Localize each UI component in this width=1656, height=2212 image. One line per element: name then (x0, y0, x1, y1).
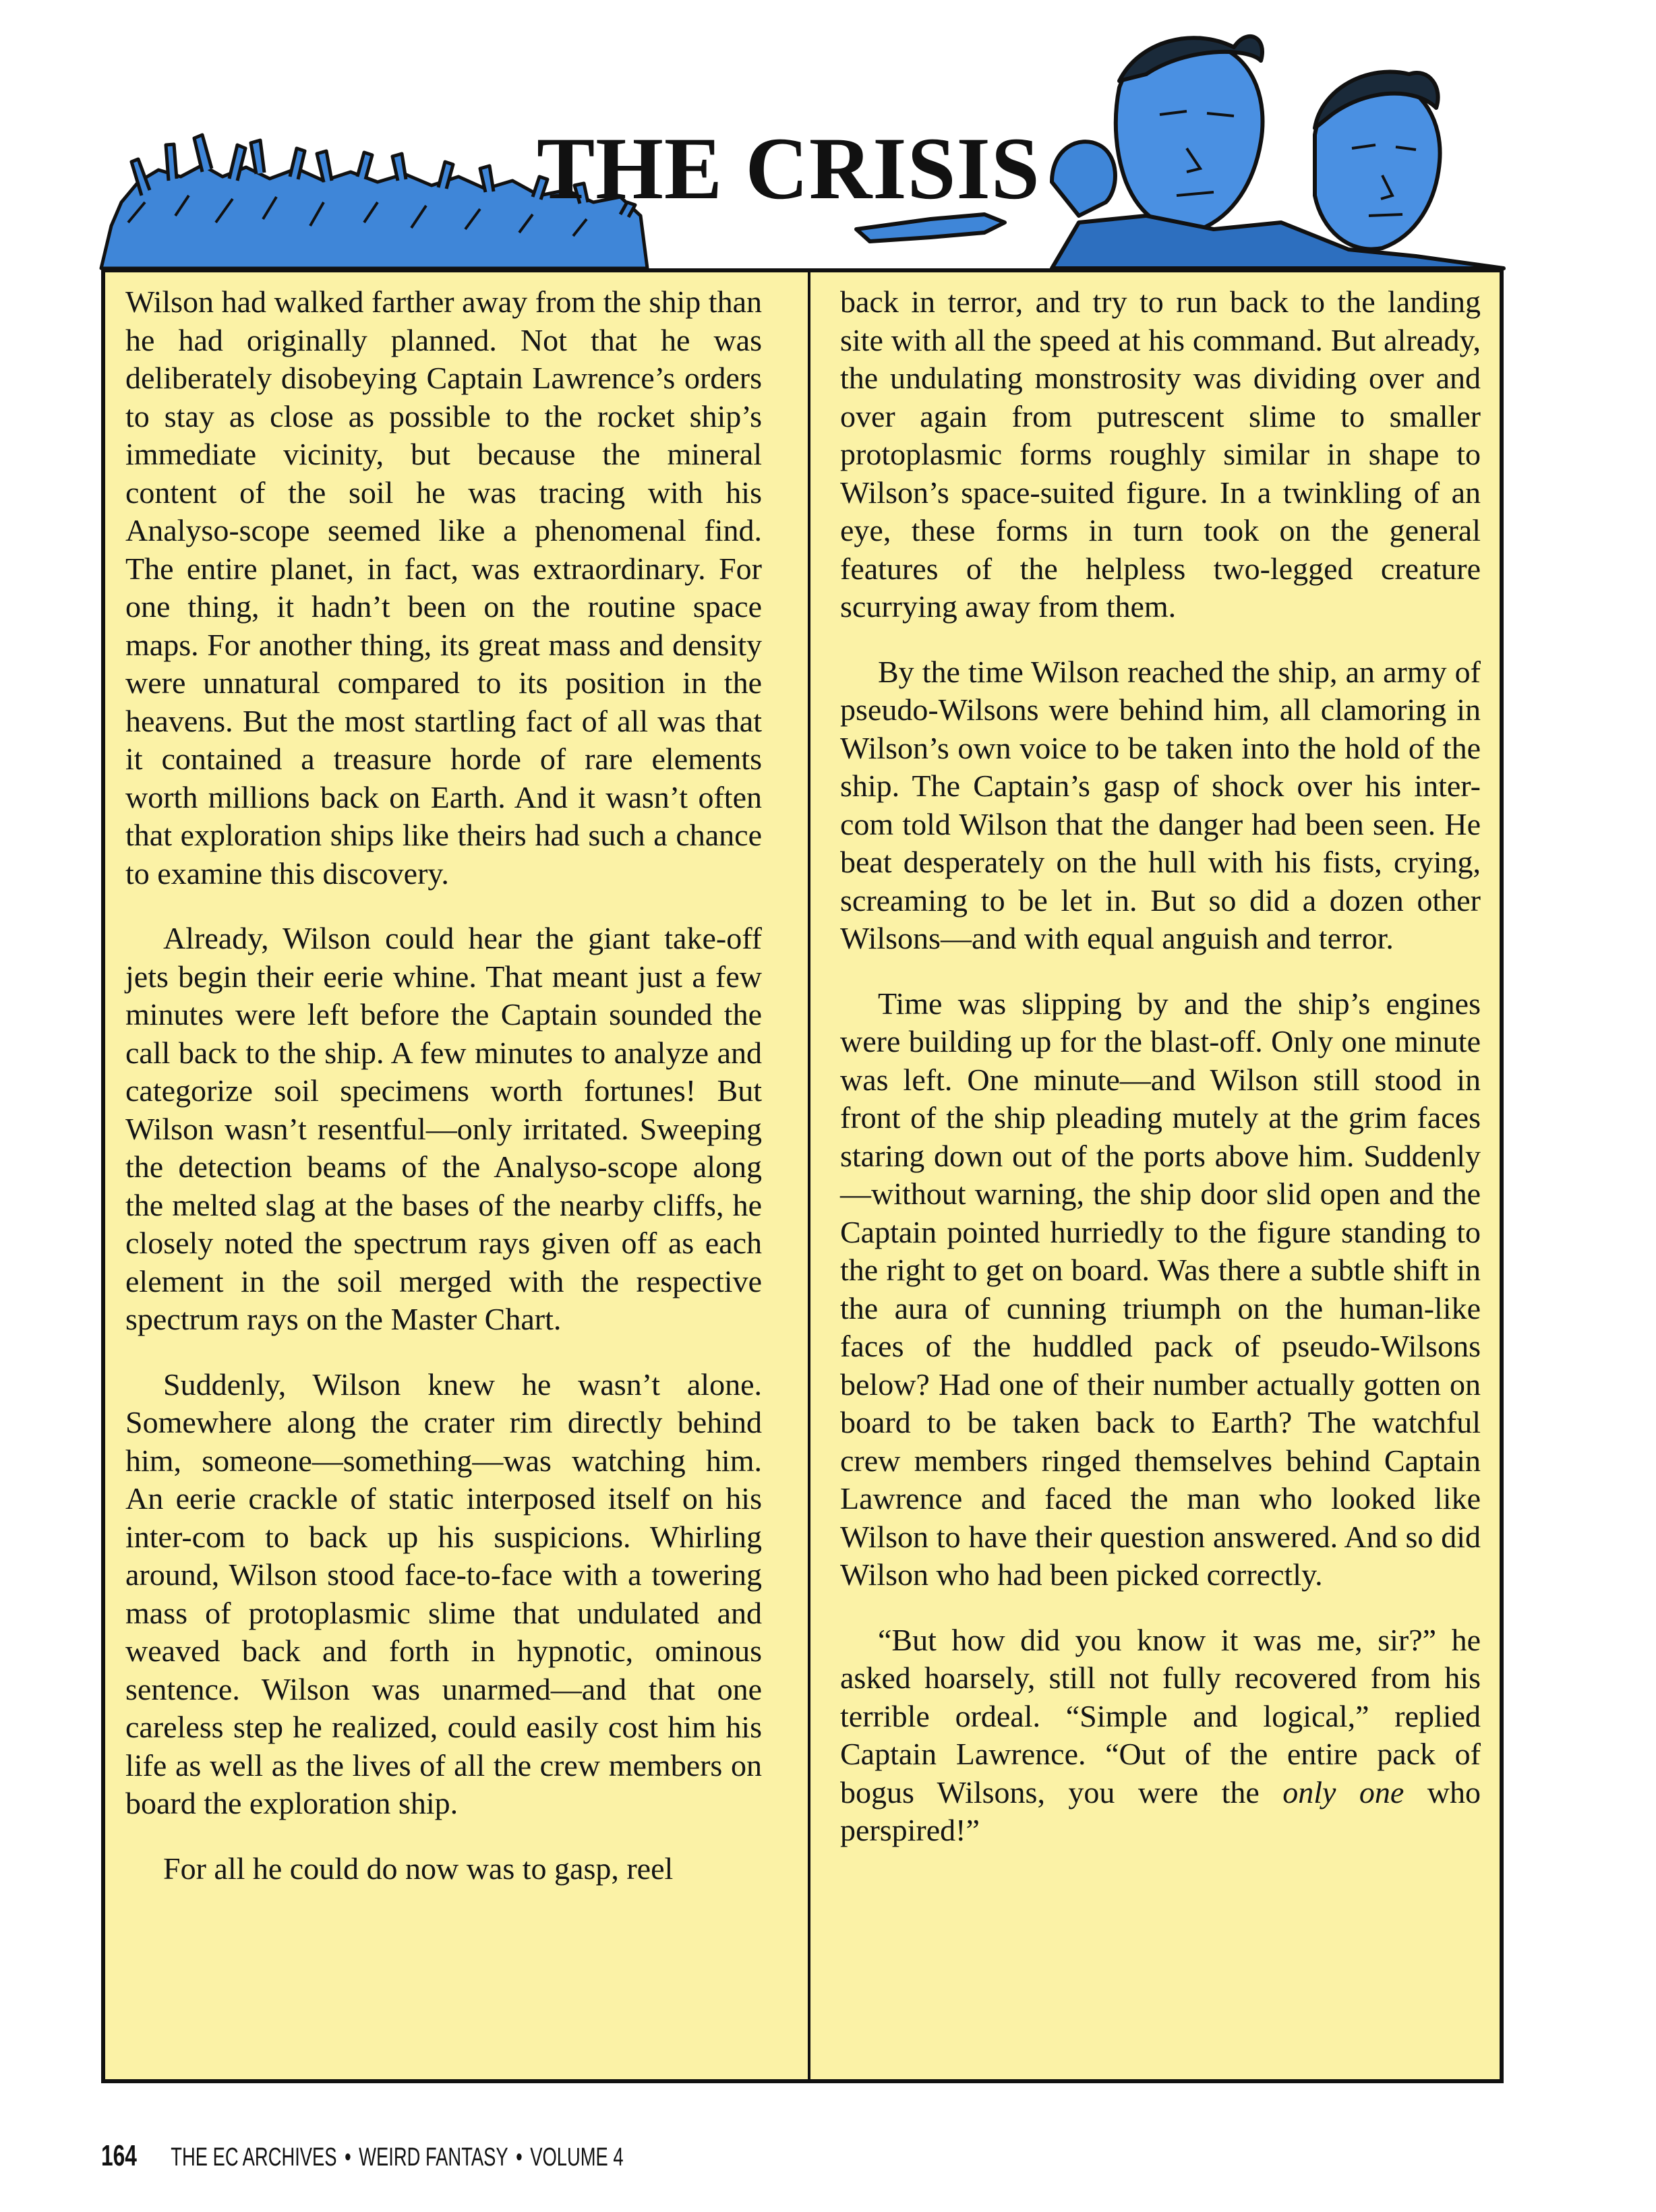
paragraph-final (840, 1621, 1481, 1850)
page-number: 164 (101, 2139, 137, 2172)
paragraph: By the time Wilson reached the ship, an army of pseudo-Wilsons were behind him, all clamoring in Wilson’s own voice to be taken into the hold of the ship. The Captain’s gasp of shock over his inter-com told Wilson that the danger had been seen. He beat desperately on the hull with his fists, crying, screaming to be let in. But so did a dozen other Wilsons—and with equal anguish and terror. (840, 654, 1481, 955)
separator: • (345, 2143, 351, 2172)
final-text-end: who perspired!” (840, 1774, 1481, 1847)
story-column-left (125, 283, 762, 1915)
column-divider (808, 268, 810, 2083)
book-title: WEIRD FANTASY (359, 2143, 508, 2172)
paragraph: Already, Wilson could hear the giant take-off jets begin their eerie whine. That meant just a few minutes were left before the Captain sounded the call back to the ship. A few minutes to analyze and categorize soil specimens worth fortunes! But Wilson wasn’t resentful—only irritated. Sweeping the detection beams of the Analyso-scope along the melted slag at the bases of the nearby cliffs, he closely noted the spectrum rays given off as each element in the soil merged with the respective spectrum rays on the Master Chart. (125, 921, 762, 1336)
volume-label: VOLUME 4 (530, 2143, 624, 2172)
page-footer (101, 2136, 624, 2176)
paragraph: Suddenly, Wilson knew he wasn’t alone. Somewhere along the crater rim directly behind him, someone—something—was watching him. An eerie crackle of static interposed itself on his inter-com to back up his suspicions. Whirling around, Wilson stood face-to-face with a towering mass of protoplasmic slime that undulated and weaved back and forth in hypnotic, ominous sentence. Wilson was unarmed—and that one careless step he realized, could easily cost him his life as well as the lives of all the crew members on board the exploration ship. (125, 1367, 762, 1820)
emphasis: only one (1282, 1774, 1404, 1810)
paragraph: Time was slipping by and the ship’s engines were building up for the blast-off. Only one minute was left. One minute—and Wilson still stood in front of the ship pleading mutely at the grim faces staring down out of the ports above him. Suddenly—without warning, the ship door slid open and the Captain pointed hurriedly to the figure standing to the right to get on board. Was there a subtle shift in the aura of cunning triumph on the human-like faces of the huddled pack of pseudo-Wilsons below? Had one of their number actually gotten on board to be taken back to Earth? The watchful crew members ringed themselves behind Captain Lawrence and faced the man who looked like Wilson to have their question answered. And so did Wilson who had been picked correctly. (840, 986, 1481, 1592)
paragraph: Wilson had walked farther away from the ship than he had originally planned. Not that he was deliberately disobeying Captain Lawrence’s orders to stay as close as possible to the rocket ship’s immediate vicinity, but because the mineral content of the soil he was tracing with his Analyso-scope seemed like a phenomenal find. The entire planet, in fact, was extraordinary. For one thing, it hadn’t been on the routine space maps. For another thing, its great mass and density were unnatural compared to its position in the heavens. But the most startling fact of all was that it contained a treasure horde of rare elements worth millions back on Earth. And it wasn’t often that exploration ships like theirs had such a chance to examine this discovery. (125, 285, 762, 891)
final-text-start: “But how did you know it was me, sir?” he asked hoarsely, still not fully recovered from his terrible ordeal. “Simple and logical,” replied Captain Lawrence. “Out of the entire pack of bogus Wilsons, you were the (840, 1622, 1481, 1810)
separator: • (516, 2143, 523, 2172)
story-title: THE CRISIS (537, 119, 1040, 218)
series-name: THE EC ARCHIVES (171, 2143, 337, 2172)
story-column-right (840, 283, 1481, 1877)
paragraph: back in terror, and try to run back to the landing site with all the speed at his command. But already, the undulating monstrosity was dividing over and over again from putrescent slime to smaller protoplasmic forms roughly similar in shape to Wilson’s space-suited figure. In a twinkling of an eye, these forms in turn took on the general features of the helpless two-legged creature scurrying away from them. (840, 285, 1481, 624)
paragraph: For all he could do now was to gasp, reel (163, 1851, 674, 1886)
